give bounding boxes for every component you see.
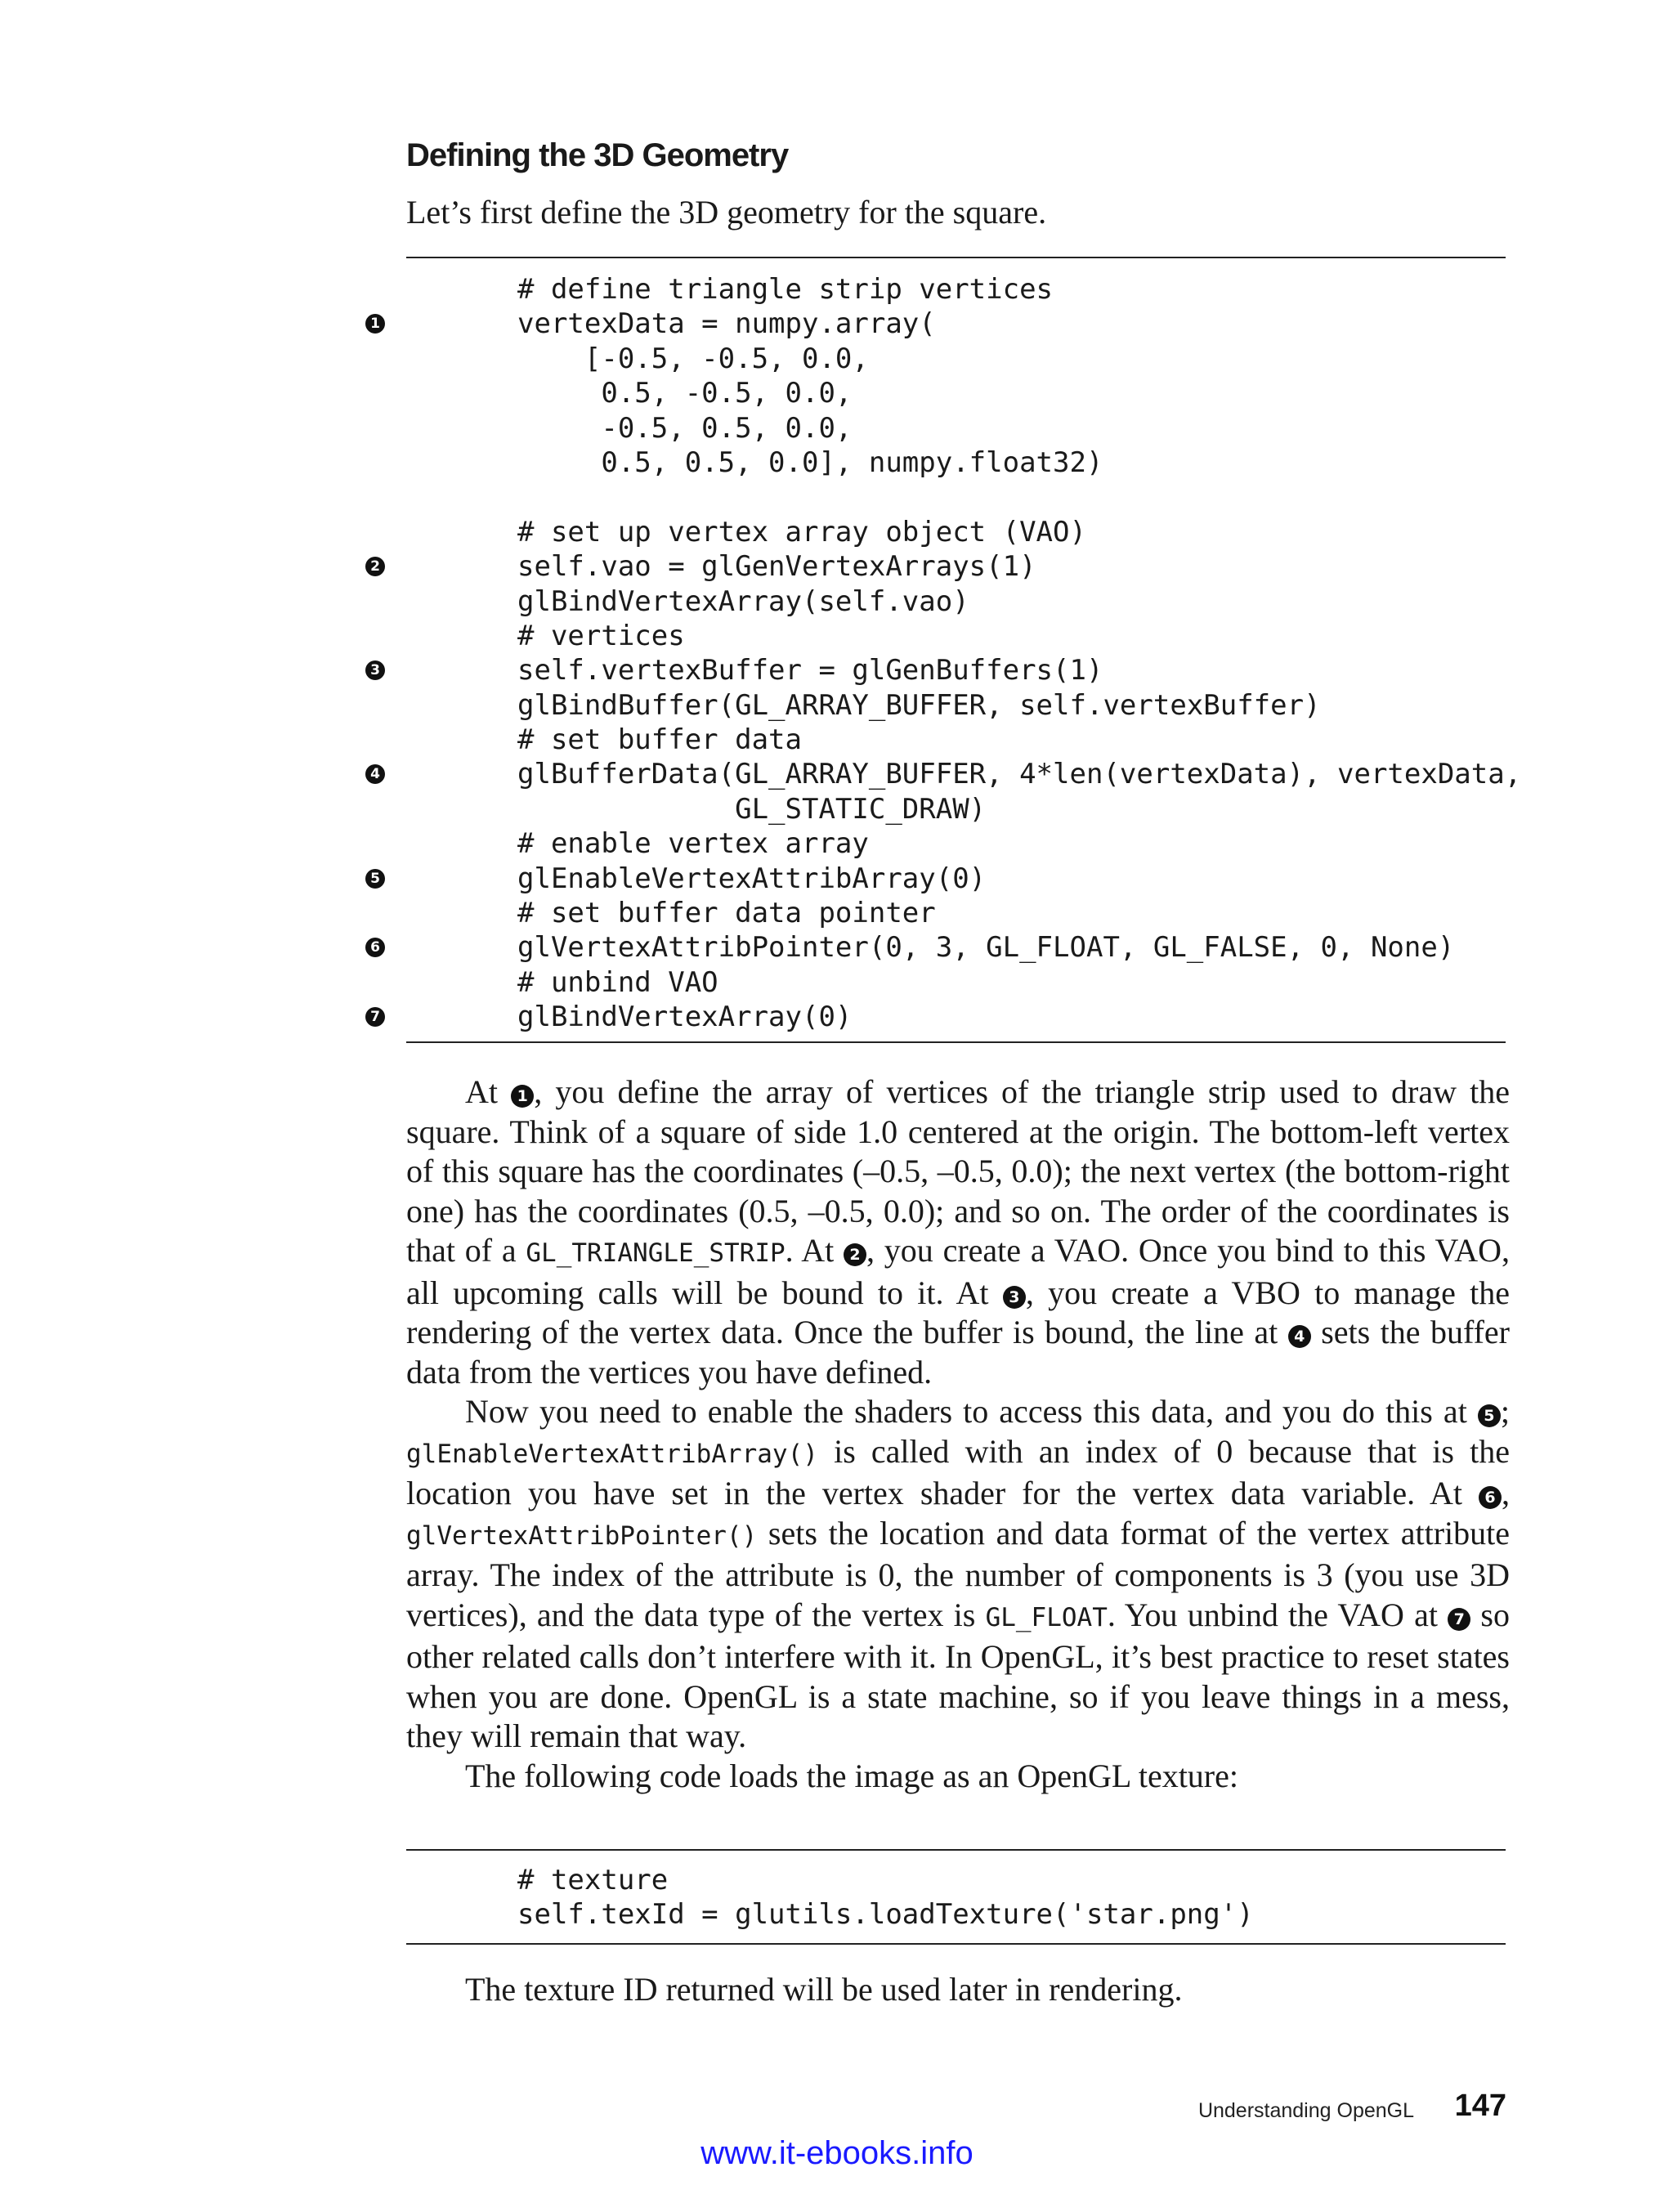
callout-marker: 3 (365, 660, 385, 680)
code-line (0, 1000, 1674, 1034)
code-line (0, 1897, 1674, 1932)
code-line (0, 1863, 1674, 1897)
callout-marker: 3 (1003, 1286, 1026, 1309)
paragraph-vertices (406, 1072, 1510, 1392)
text-run: At (465, 1073, 512, 1110)
code-text: glBindVertexArray(self.vao) (517, 584, 969, 618)
code-block-geometry (0, 272, 1674, 1035)
inline-code: GL_TRIANGLE_STRIP (526, 1238, 786, 1268)
code-line (0, 549, 1674, 584)
code-text: # unbind VAO (517, 965, 718, 999)
code-line (0, 896, 1674, 930)
code-line (0, 515, 1674, 549)
page-number: 147 (1454, 2089, 1506, 2123)
code-line (0, 272, 1674, 307)
code-rule-top (406, 257, 1506, 258)
callout-marker: 1 (365, 314, 385, 334)
code-text: # set up vertex array object (VAO) (517, 515, 1086, 549)
callout-marker: 7 (365, 1007, 385, 1027)
callout-marker: 4 (1288, 1325, 1311, 1348)
paragraph-texture-id: The texture ID returned will be used later in rendering. (465, 1971, 1183, 2008)
code-text: # set buffer data pointer (517, 897, 936, 930)
code-block-texture (0, 1863, 1674, 1932)
code-line (0, 792, 1674, 826)
code-text: glEnableVertexAttribArray(0) (517, 862, 987, 895)
code-line (0, 965, 1674, 1000)
code-text: 0.5, -0.5, 0.0, (517, 377, 853, 410)
code-line (0, 688, 1674, 723)
code-line (0, 862, 1674, 896)
code-text: glVertexAttribPointer(0, 3, GL_FLOAT, GL_FALSE, 0, None) (517, 931, 1455, 965)
text-run: Now you need to enable the shaders to access this data, and you do this at (465, 1393, 1478, 1430)
code-text: self.vao = glGenVertexArrays(1) (517, 550, 1036, 584)
text-run: sets the buffer data from the vertices you have defined. (406, 1314, 1510, 1390)
code-line (0, 480, 1674, 514)
code-text: vertexData = numpy.array( (517, 307, 936, 341)
code-text: # enable vertex array (517, 827, 869, 861)
callout-marker: 6 (1479, 1486, 1502, 1509)
code-line (0, 411, 1674, 446)
text-run: is called with an index of 0 because that is the location you have set in the vertex shader for the vertex data variable. At (406, 1432, 1510, 1511)
text-run: sets the location and data format of the vertex attribute array. The index of the attribute is 0, the number of components is 3 (you use 3D vertices), and the data type of the vertex is (406, 1514, 1510, 1633)
code-text: self.texId = glutils.loadTexture('star.png') (517, 1898, 1254, 1932)
code-text: # vertices (517, 619, 685, 652)
text-run: , you create a VBO to manage the rendering of the vertex data. Once the buffer is bound, the line at (406, 1274, 1510, 1350)
code-line (0, 376, 1674, 410)
callout-marker: 4 (365, 764, 385, 784)
code-line (0, 723, 1674, 757)
code-line (0, 826, 1674, 861)
code-rule-bottom (406, 1041, 1506, 1043)
text-run: , (1502, 1475, 1510, 1511)
paragraph-shaders (406, 1392, 1510, 1757)
code-rule-top (406, 1849, 1506, 1851)
code-text: -0.5, 0.5, 0.0, (517, 411, 853, 445)
callout-marker: 6 (365, 938, 385, 957)
callout-marker: 2 (844, 1243, 866, 1266)
callout-marker: 2 (365, 557, 385, 576)
code-text: glBindVertexArray(0) (517, 1001, 853, 1034)
code-line (0, 619, 1674, 653)
text-run: , you define the array of vertices of the triangle strip used to draw the square. Think of a square of side 1.0 centered at the origin. The bottom-left vertex of this square has the coordinates (–0.5, –0.5, 0.0); the next vertex (the bottom-right one) has the coordinates (0.5, –0.5, 0.0); and so on. The order of the coordinates is that of a (406, 1073, 1511, 1269)
code-text: # texture (517, 1864, 669, 1896)
code-line (0, 307, 1674, 341)
code-text: self.vertexBuffer = glGenBuffers(1) (517, 654, 1103, 687)
code-text: GL_STATIC_DRAW) (517, 792, 987, 826)
code-rule-bottom (406, 1943, 1506, 1945)
paragraph-texture-intro: The following code loads the image as an OpenGL texture: (465, 1757, 1238, 1794)
text-run: . At (785, 1232, 844, 1269)
code-line (0, 446, 1674, 480)
code-line (0, 653, 1674, 687)
code-text: glBufferData(GL_ARRAY_BUFFER, 4*len(vertexData), vertexData, (517, 758, 1522, 791)
callout-marker: 1 (511, 1085, 534, 1108)
code-text: # set buffer data (517, 723, 802, 757)
inline-code: glEnableVertexAttribArray() (406, 1439, 818, 1469)
code-text: # define triangle strip vertices (517, 273, 1054, 306)
section-heading: Defining the 3D Geometry (406, 137, 789, 173)
closing-text (406, 1970, 1510, 2010)
code-text: glBindBuffer(GL_ARRAY_BUFFER, self.vertexBuffer) (517, 688, 1321, 722)
code-text: [-0.5, -0.5, 0.0, (517, 342, 869, 375)
explanation-text (406, 1072, 1510, 1796)
code-line (0, 930, 1674, 965)
callout-marker: 7 (1448, 1608, 1470, 1631)
text-run: . You unbind the VAO at (1107, 1596, 1448, 1633)
running-footer-title: Understanding OpenGL (1197, 2099, 1414, 2122)
callout-marker: 5 (1478, 1404, 1501, 1427)
watermark-url: www.it-ebooks.info (700, 2135, 974, 2171)
inline-code: glVertexAttribPointer() (406, 1520, 758, 1551)
callout-marker: 5 (365, 869, 385, 889)
code-line (0, 342, 1674, 376)
inline-code: GL_FLOAT (985, 1602, 1108, 1632)
code-text: 0.5, 0.5, 0.0], numpy.float32) (517, 446, 1103, 479)
text-run: , you create a VAO. Once you bind to this VAO, all upcoming calls will be bound to it. At (406, 1232, 1510, 1311)
text-run: ; (1500, 1393, 1510, 1430)
intro-paragraph: Let’s first define the 3D geometry for the square. (406, 194, 1047, 231)
code-line (0, 584, 1674, 619)
text-run: so other related calls don’t interfere with it. In OpenGL, it’s best practice to reset states when you are done. OpenGL is a state machine, so if you leave things in a mess, they will remain that way. (406, 1596, 1510, 1754)
code-line (0, 757, 1674, 791)
